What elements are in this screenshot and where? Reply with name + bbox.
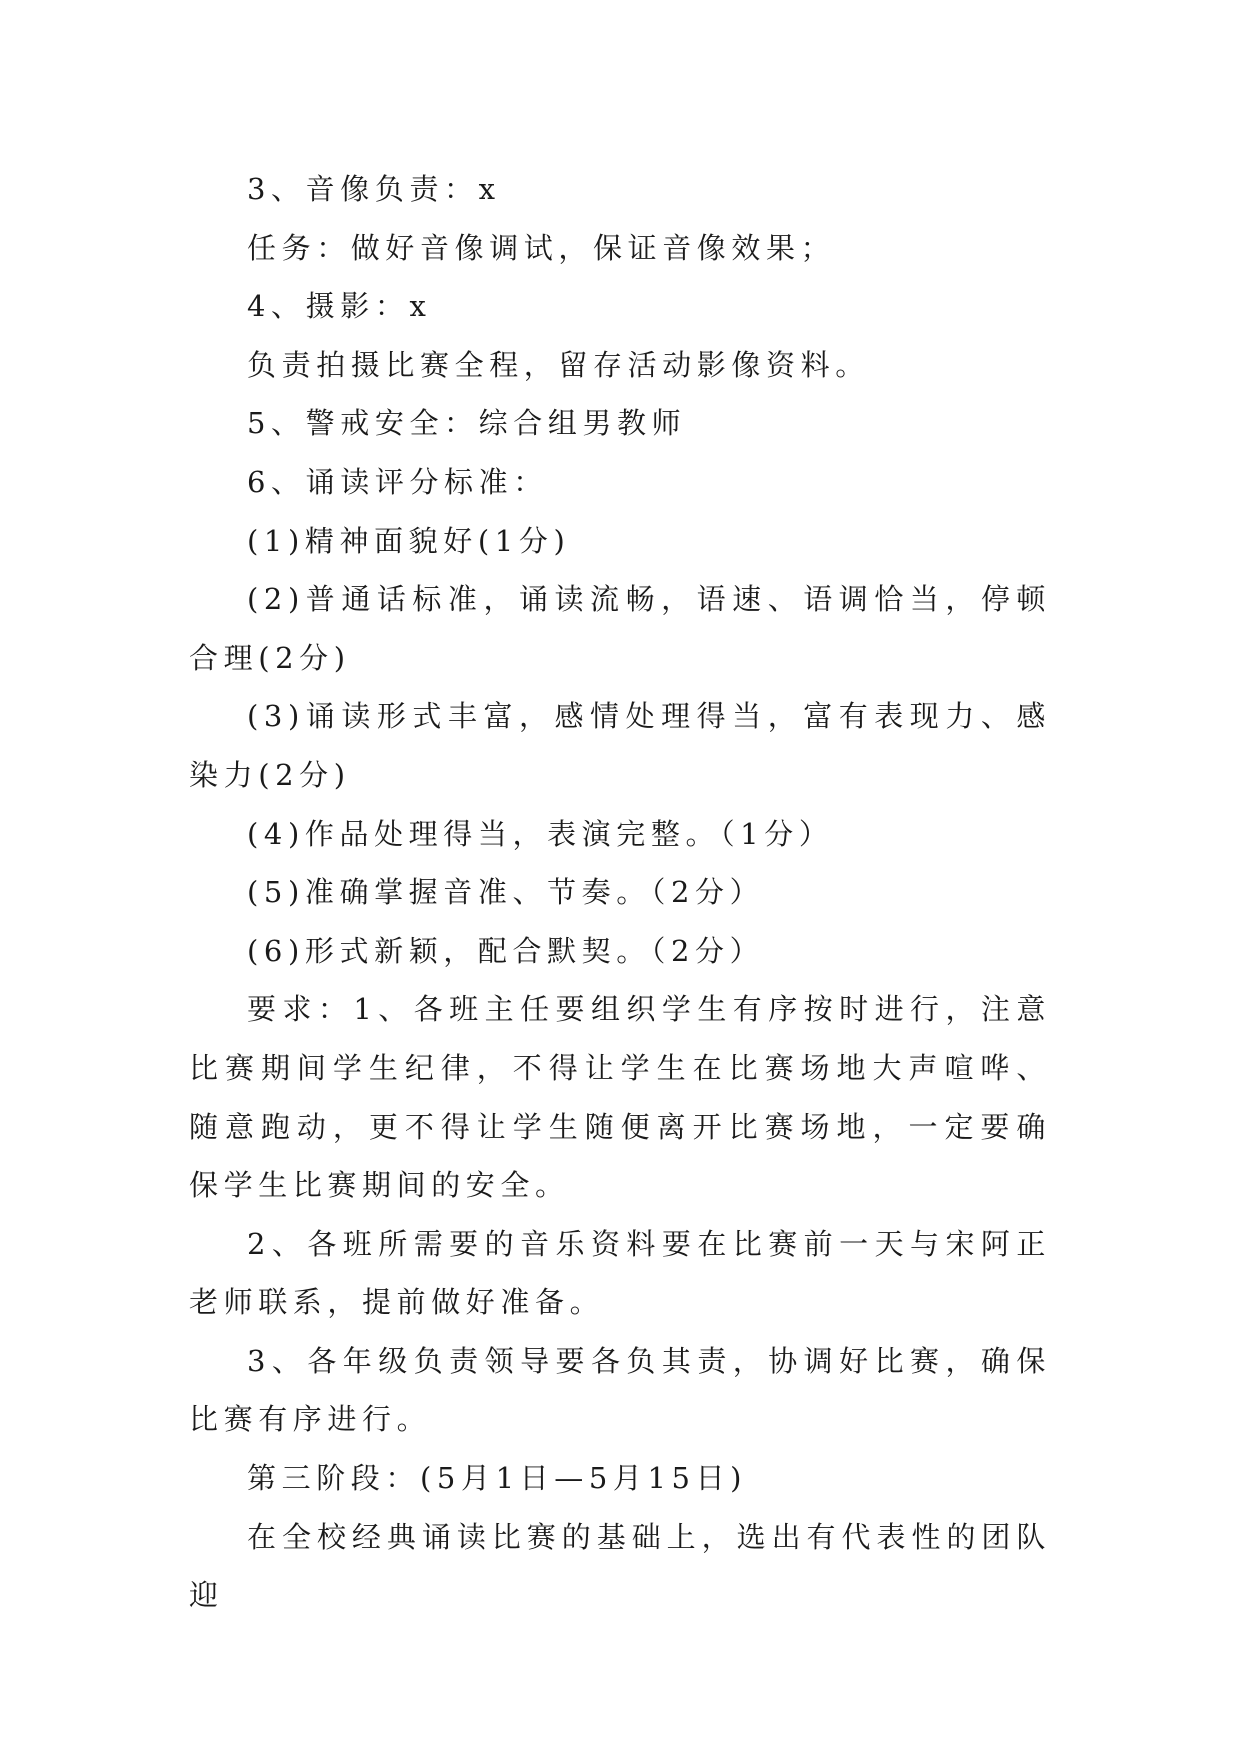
paragraph-scoring-heading: 6、诵读评分标准： <box>247 464 548 499</box>
paragraph-criterion-6: (6)形式新颖，配合默契。（2分） <box>247 933 765 968</box>
paragraph-requirement-1: 要求：1、各班主任要组织学生有序按时进行，注意比赛期间学生纪律，不得让学生在比赛场地大声喧哗、随意跑动，更不得让学生随便离开比赛场地，一定要确保学生比赛期间的安全。 <box>189 992 1051 1203</box>
paragraph-criterion-5: (5)准确掌握音准、节奏。（2分） <box>247 875 765 910</box>
paragraph-photography-lead: 4、摄影：x <box>247 289 432 324</box>
document-body <box>189 160 1051 1625</box>
paragraph-criterion-2: (2)普通话标准，诵读流畅，语速、语调恰当，停顿合理(2分) <box>189 582 1051 675</box>
paragraph-requirement-2: 2、各班所需要的音乐资料要在比赛前一天与宋阿正老师联系，提前做好准备。 <box>189 1226 1051 1320</box>
paragraph-criterion-4: (4)作品处理得当，表演完整。（1分） <box>247 816 834 851</box>
paragraph-phase-three-heading: 第三阶段：(5月1日—5月15日) <box>247 1461 748 1496</box>
paragraph-security: 5、警戒安全：综合组男教师 <box>247 406 687 441</box>
paragraph-criterion-3: (3)诵读形式丰富，感情处理得当，富有表现力、感染力(2分) <box>189 699 1051 792</box>
paragraph-requirement-3: 3、各年级负责领导要各负其责，协调好比赛，确保比赛有序进行。 <box>189 1343 1051 1437</box>
paragraph-criterion-1: (1)精神面貌好(1分) <box>247 523 571 558</box>
paragraph-audio-video-lead: 3、音像负责：x <box>247 172 501 206</box>
paragraph-audio-video-task: 任务：做好音像调试，保证音像效果； <box>247 230 836 265</box>
paragraph-photography-task: 负责拍摄比赛全程，留存活动影像资料。 <box>247 347 870 382</box>
paragraph-phase-three-body: 在全校经典诵读比赛的基础上，选出有代表性的团队迎 <box>189 1519 1051 1613</box>
